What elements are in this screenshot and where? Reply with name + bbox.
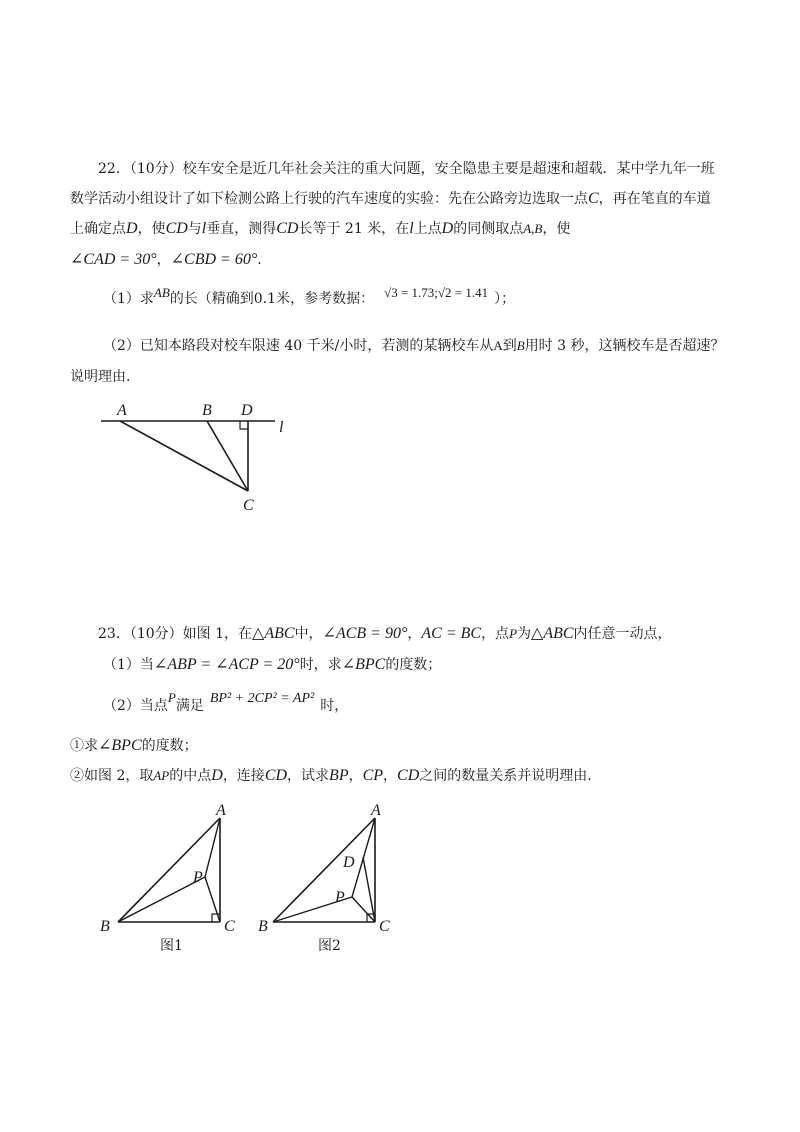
line-l-label: l — [409, 220, 414, 237]
fig-label-d: D — [241, 402, 253, 419]
q22-text: 数学活动小组设计了如下检测公路上行驶的汽车速度的实验：先在公路旁边选取一点 — [70, 191, 588, 207]
fig1-label-b: B — [100, 918, 110, 935]
fig1-label-a: A — [216, 802, 226, 819]
segment-cd: CD — [276, 220, 299, 237]
point-d-label: D — [211, 767, 223, 784]
condition-equation: BP² + 2CP² = AP² — [209, 691, 315, 706]
q23-text: ，点 — [481, 626, 510, 642]
q23-text: 的度数； — [385, 657, 442, 673]
q22-number: 22． — [98, 161, 130, 177]
fig2-label-c: C — [379, 918, 390, 935]
triangle-abc: △ABC — [531, 625, 574, 642]
ref-sqrt2: √2 = 1.41 — [437, 285, 489, 300]
q22-text: 上点 — [413, 221, 442, 237]
fig1-pb — [118, 877, 205, 922]
point-a-label: A — [493, 338, 503, 353]
line-l-label: l — [201, 220, 207, 237]
fig1-label-c: C — [224, 918, 235, 935]
point-p-label: P — [167, 690, 176, 705]
segment-cd: CD — [165, 220, 188, 237]
q22-text: 与 — [187, 221, 202, 237]
fig1-ab — [118, 818, 220, 922]
q23-text: （1）当 — [103, 657, 154, 673]
fig2-caption: 图2 — [318, 938, 341, 954]
q22-text: ）； — [494, 291, 516, 307]
fig1-label-p: P — [193, 869, 203, 886]
segment-bp: BP — [329, 767, 349, 784]
figure-1 — [100, 802, 235, 954]
fig2-label-p: P — [335, 889, 345, 906]
q23-text: ， — [407, 626, 422, 642]
ac-equals-bc: AC = BC — [421, 625, 482, 642]
angle-bpc: ∠BPC — [98, 737, 142, 754]
angles-abp-acp: ∠ABP = ∠ACP = 20° — [153, 656, 300, 673]
fig2-label-d: D — [343, 854, 355, 871]
point-c-label: C — [588, 190, 599, 207]
fig-label-c: C — [243, 497, 254, 514]
fig1-caption: 图1 — [160, 938, 183, 954]
fig-label-b: B — [202, 402, 212, 419]
q22-text: ，再在笔直的车道 — [598, 191, 711, 207]
q23-text: （2）当点 — [103, 698, 168, 714]
q23-score: （10分） — [129, 626, 183, 642]
q23-text: 内任意一动点， — [573, 626, 672, 642]
fig2-label-b: B — [258, 918, 268, 935]
q22-text: ，使 — [542, 221, 571, 237]
angle-bpc: ∠BPC — [341, 656, 386, 673]
point-p-label: P — [509, 626, 518, 641]
q23-text: ， — [383, 768, 398, 784]
q22-text: ， — [156, 252, 171, 268]
q23-text: ，试求 — [287, 768, 330, 784]
q23-text: 时，求 — [299, 657, 342, 673]
q22-text: 校车安全是近几年社会关注的重大问题，安全隐患主要是超速和超载．某中学九年一班 — [182, 161, 715, 177]
point-b-label: B — [516, 338, 525, 353]
fig2-label-a: A — [371, 802, 381, 819]
q22-text: 上确定点 — [70, 221, 126, 237]
q23-text: ， — [348, 768, 363, 784]
q23-text: 之间的数量关系并说明理由. — [419, 768, 592, 784]
angle-cad: ∠CAD = 30° — [70, 251, 157, 268]
angle-acb: ∠ACB = 90° — [322, 625, 408, 642]
q22-text: . — [257, 252, 262, 268]
q22-text: 说明理由. — [70, 369, 131, 385]
segment-cp: CP — [362, 767, 384, 784]
ref-sqrt3: √3 = 1.73; — [384, 285, 438, 300]
point-d-label: D — [126, 220, 138, 237]
segment-cd: CD — [397, 767, 420, 784]
q23-text: ①求 — [70, 738, 98, 754]
q22-text: 用时 3 秒，这辆校车是否超速？ — [524, 338, 725, 354]
q23-text: ②如图 2，取 — [70, 768, 154, 784]
fig-label-l: l — [279, 419, 284, 436]
q23-text: 中， — [294, 626, 323, 642]
angle-cbd: ∠CBD = 60° — [170, 251, 258, 268]
q22-text: （2）已知本路段对校车限速 40 千米/小时，若测的某辆校车从 — [103, 338, 494, 354]
q23-text: 满足 — [175, 698, 204, 714]
segment-ab: AB — [153, 285, 170, 300]
q23-text: 的度数； — [141, 738, 198, 754]
q22-text: 垂直，测得 — [206, 221, 277, 237]
q22-text: 的同侧取点 — [453, 221, 524, 237]
q23-text: ，连接 — [222, 768, 265, 784]
fig1-pa — [205, 818, 220, 877]
q22-text: （1）求 — [103, 291, 154, 307]
points-ab: A,B — [523, 221, 543, 236]
q23-number: 23． — [98, 626, 130, 642]
q23-text: 时， — [320, 698, 349, 714]
q22-score: （10分） — [129, 161, 183, 177]
q22-text: ，使 — [137, 221, 166, 237]
segment-cd: CD — [264, 767, 288, 784]
fig2-dc — [363, 857, 375, 922]
q22-text: 到 — [502, 338, 517, 354]
q22-text: 的长（精确到0.1米，参考数据： — [169, 291, 375, 307]
q22-text: 长等于 21 米，在 — [298, 221, 410, 237]
triangle-abc: △ABC — [252, 625, 295, 642]
point-d-label: D — [441, 220, 454, 237]
segment-ap: AP — [153, 768, 170, 783]
q23-text: 如图 1，在 — [182, 626, 253, 642]
q23-text: 为 — [517, 626, 532, 642]
figure-2 — [258, 802, 390, 954]
q23-text: 的中点 — [169, 768, 212, 784]
fig-label-a: A — [117, 402, 127, 419]
